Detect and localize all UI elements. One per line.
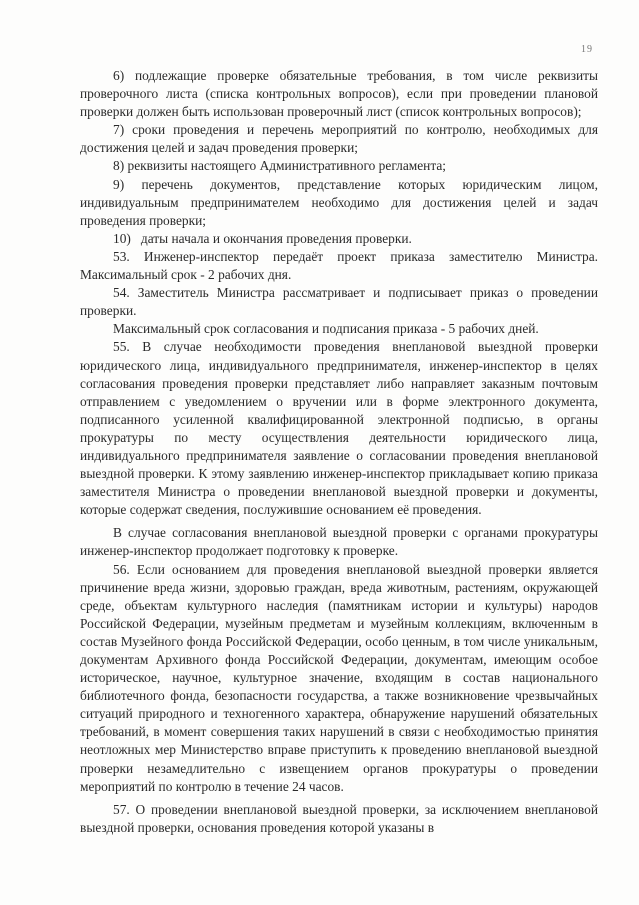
paragraph-item-9: 9) перечень документов, представление которых юридическим лицом, индивидуальным предпринимателем необходимо для достижения целей и задач проведения проверки; (80, 176, 598, 228)
paragraph-item-10: 10) даты начала и окончания проведения проверки. (113, 230, 412, 246)
paragraph-57: 57. О проведении внеплановой выездной проверки, за исключением внеплановой выездной проверки, основания проведения которой указаны в (80, 801, 598, 835)
paragraph-item-6: 6) подлежащие проверке обязательные требования, в том числе реквизиты проверочного листа (списка контрольных вопросов), если при проведении плановой проверки должен быть использован проверочный лист (список контрольных вопросов); (80, 68, 598, 120)
document-body (80, 67, 598, 837)
paragraph-item-8: 8) реквизиты настоящего Административного регламента; (113, 158, 447, 174)
paragraph-53: 53. Инженер-инспектор передаёт проект приказа заместителю Министра. Максимальный срок - 2 рабочих дня. (80, 248, 598, 283)
page-number: 19 (581, 44, 593, 55)
paragraph-55: 55. В случае необходимости проведения внеплановой выездной проверки юридического лица, индивидуального предпринимателя, инженер-инспектор в целях согласования проведения проверки представляет либо направляет заказным почтовым отправлением с уведомлением о вручении или в форме электронного документа, подписанного усиленной квалифицированной электронной подписью, в органы прокуратуры по месту осуществления деятельности юридического лица, индивидуального предпринимателя заявление о согласовании проведения внеплановой выездной проверки. К этому заявлению инженер-инспектор прикладывает копию приказа заместителя Министра о проведении внеплановой выездной проверки и документы, которые содержат сведения, послужившие основанием её проведения. (80, 339, 598, 518)
paragraph-55-continuation: В случае согласования внеплановой выездной проверки с органами прокуратуры инженер-инспектор продолжает подготовку к проверке. (80, 525, 598, 559)
paragraph-56: 56. Если основанием для проведения внеплановой выездной проверки является причинение вреда жизни, здоровью граждан, вреда животным, растениям, окружающей среде, объектам культурного наследия (памятникам истории и культуры) народов Российской Федерации, музейным предметам и музейным коллекциям, включенным в состав Музейного фонда Российской Федерации, особо ценным, в том числе уникальным, документам Архивного фонда Российской Федерации, документам, имеющим особое историческое, научное, культурное значение, входящим в состав национального библиотечного фонда, безопасности государства, а также возникновение чрезвычайных ситуаций природного и техногенного характера, обнаружение нарушений обязательных требований, в момент совершения таких нарушений в связи с необходимостью принятия неотложных мер Министерство вправе приступить к проведению внеплановой выездной проверки незамедлительно с извещением органов прокуратуры о проведении мероприятий по контролю в течение 24 часов. (80, 561, 598, 794)
paragraph-54-deadline: Максимальный срок согласования и подписания приказа - 5 рабочих дней. (113, 321, 539, 337)
paragraph-54: 54. Заместитель Министра рассматривает и подписывает приказ о проведении проверки. (80, 285, 598, 319)
paragraph-item-7: 7) сроки проведения и перечень мероприятий по контролю, необходимых для достижения целей и задач проведения проверки; (80, 122, 598, 156)
